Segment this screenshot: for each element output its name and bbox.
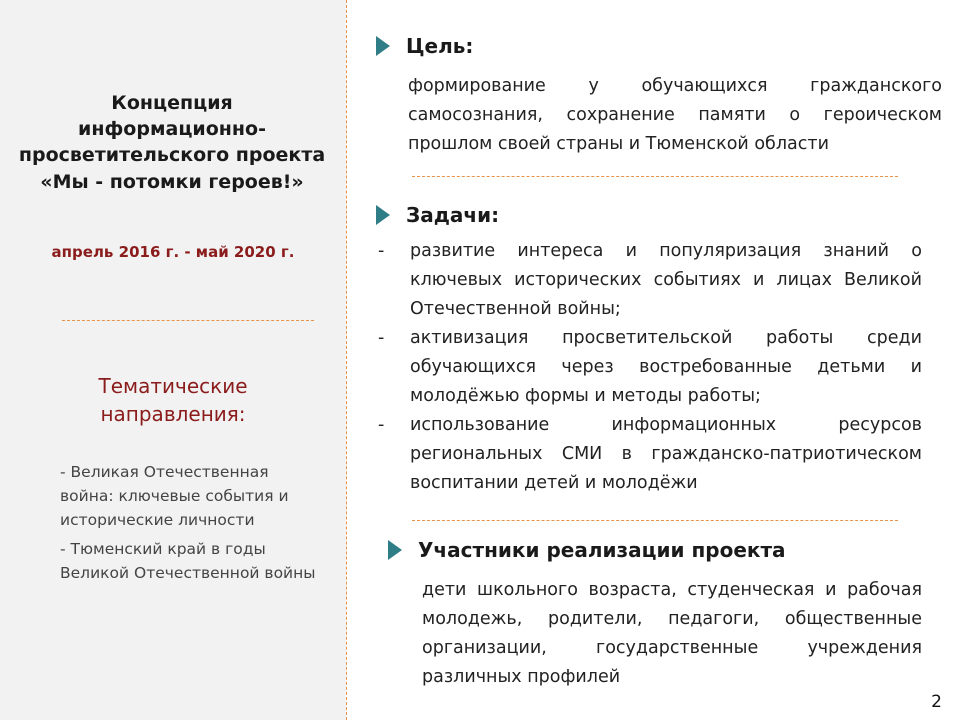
themes-title [60,372,286,429]
page-number: 2 [931,692,942,712]
teal-triangle-icon [376,205,390,225]
concept-title [8,90,336,195]
participants-heading [388,538,786,562]
task-bullet: - [378,415,385,435]
task-item [378,237,922,324]
task-text: развитие интереса и популяризация знаний о ключевых исторических событиях и лицах Великой Отечественной войны; [410,241,922,319]
themes-title-line: Тематические [98,374,248,398]
project-dates: апрель 2016 г. - май 2020 г. [51,243,295,261]
themes-title-line: направления: [100,402,246,427]
theme-item: - Тюменский край в годы Великой Отечественной войны [60,540,316,583]
goal-text: формирование у обучающихся гражданского самосознания, сохранение памяти о героическом прошлом своей страны и Тюменской области [408,76,942,154]
participants-text: дети школьного возраста, студенческая и рабочая молодежь, родители, педагоги, общественные организации, государственные учреждения различных профилей [422,580,922,687]
theme-item: - Великая Отечественная война: ключевые события и исторические личности [60,463,289,530]
tasks-heading [376,203,499,227]
tasks-list [378,237,922,498]
goal-heading [376,34,473,58]
concept-title-line: «Мы - потомки героев!» [40,170,304,193]
task-item [378,324,922,411]
teal-triangle-icon [388,540,402,560]
task-text: активизация просветительской работы среди обучающихся через востребованные детьми и молодёжью формы и методы работы; [410,328,922,406]
left-dashed-divider [62,320,314,321]
task-text: использование информационных ресурсов региональных СМИ в гражданско-патриотическом воспитании детей и молодёжи [410,415,922,493]
task-item [378,411,922,498]
task-bullet: - [378,328,385,348]
vertical-divider [346,0,347,720]
tasks-dashed-divider [412,520,898,521]
concept-title-line: Концепция [111,92,233,114]
concept-title-line: информационно- [78,118,266,141]
concept-title-line: просветительского проекта [18,144,326,167]
themes-list [60,460,322,590]
tasks-heading-label: Задачи: [406,203,500,227]
teal-triangle-icon [376,36,390,56]
participants-heading-label: Участники реализации проекта [418,538,786,562]
goal-heading-label: Цель: [406,34,474,58]
task-bullet: - [378,241,385,261]
goal-dashed-divider [412,176,898,177]
